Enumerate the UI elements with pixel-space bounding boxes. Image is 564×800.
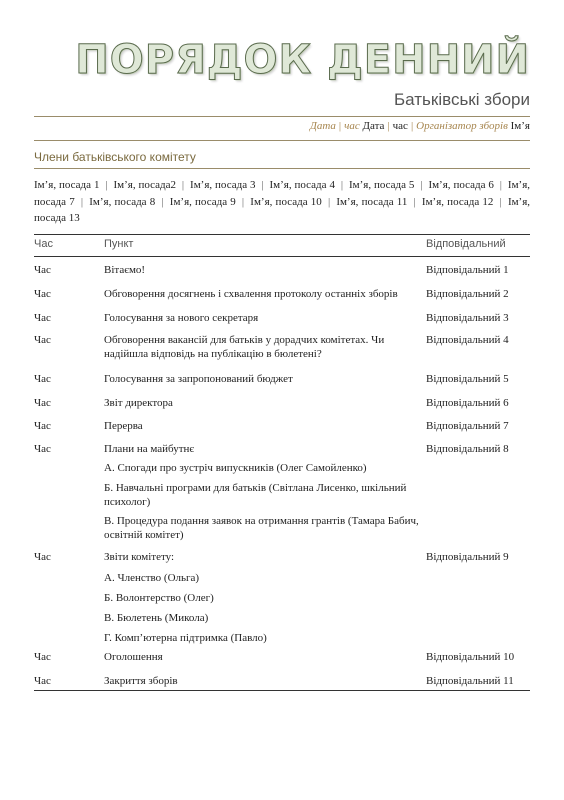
committee-member: Ім’я, посада 6	[428, 179, 494, 191]
committee-member: Ім’я, посада 12	[421, 195, 494, 208]
agenda-row-owner: Відповідальний 10	[426, 651, 515, 663]
committee-member: Ім’я, посада 5	[348, 179, 415, 191]
agenda-subitem: Г. Комп’ютерна підтримка (Павло)	[104, 632, 267, 644]
committee-member: Ім’я, посада 9	[169, 195, 236, 208]
date-label: Дата	[309, 120, 336, 132]
committee-divider	[34, 168, 530, 169]
table-bottom-rule	[34, 690, 530, 691]
page-subtitle: Батьківські збори	[394, 90, 530, 109]
agenda-row-time: Час	[34, 675, 51, 687]
agenda-row-owner: Відповідальний 6	[426, 397, 509, 409]
agenda-row-owner: Відповідальний 9	[426, 551, 509, 563]
committee-member: Ім’я, посада 13	[34, 195, 531, 224]
member-separator: |	[241, 195, 245, 208]
agenda-row-owner: Відповідальний 1	[426, 264, 509, 276]
date-value: Дата	[362, 120, 385, 132]
agenda-row-item: Оголошення	[104, 651, 163, 663]
agenda-row-item: Закриття зборів	[104, 675, 178, 687]
column-header-time: Час	[34, 238, 53, 250]
agenda-row-item: Голосування за запропонований бюджет	[104, 373, 293, 385]
agenda-row-time: Час	[34, 397, 51, 409]
agenda-row-owner: Відповідальний 5	[426, 373, 509, 385]
agenda-row-item: Звіти комітету:	[104, 551, 175, 563]
agenda-row-time: Час	[34, 334, 51, 346]
time-label: час	[344, 120, 360, 132]
agenda-row-time: Час	[34, 443, 51, 455]
agenda-subitem: Б. Волонтерство (Олег)	[104, 592, 214, 604]
agenda-row-time: Час	[34, 651, 51, 663]
member-separator: |	[261, 179, 264, 191]
table-top-rule	[34, 234, 530, 235]
organizer-label: Організатор зборів	[416, 120, 508, 132]
member-separator: |	[105, 179, 108, 191]
agenda-row-item: Обговорення досягнень і схвалення протоколу останніх зборів	[104, 288, 398, 300]
meta-separator: |	[410, 120, 414, 132]
header-divider	[34, 116, 530, 117]
agenda-row-owner: Відповідальний 2	[426, 288, 509, 300]
column-header-owner: Відповідальний	[426, 238, 506, 250]
member-separator: |	[161, 195, 164, 208]
member-separator: |	[340, 179, 344, 191]
agenda-row-owner: Відповідальний 8	[426, 443, 509, 455]
committee-member: Ім’я, посада 3	[190, 179, 256, 191]
agenda-row-item: Обговорення вакансій для батьків у дорадчих комітетах. Чи надійшла відповідь на публікацію в бюлетені?	[104, 334, 385, 360]
meta-divider	[34, 140, 530, 141]
agenda-row-owner: Відповідальний 4	[426, 334, 509, 346]
meta-separator: |	[387, 120, 390, 132]
member-separator: |	[499, 179, 502, 191]
agenda-row-owner: Відповідальний 11	[426, 675, 514, 687]
agenda-subitem: Б. Навчальні програми для батьків (Світлана Лисенко, шкільний психолог)	[104, 482, 407, 508]
agenda-row-time: Час	[34, 420, 51, 432]
agenda-row-time: Час	[34, 264, 51, 276]
agenda-row-item: Плани на майбутнє	[104, 443, 195, 455]
agenda-row-owner: Відповідальний 3	[426, 312, 509, 324]
agenda-subitem: В. Бюлетень (Микола)	[104, 612, 209, 624]
agenda-row-time: Час	[34, 551, 51, 563]
committee-member: Ім’я, посада 1	[34, 179, 100, 191]
organizer-value: Ім’я	[510, 120, 530, 132]
agenda-row-time: Час	[34, 373, 51, 385]
agenda-row-item: Звіт директора	[104, 397, 173, 409]
column-header-item: Пункт	[104, 238, 134, 250]
agenda-row-item: Голосування за нового секретаря	[104, 312, 259, 324]
member-separator: |	[80, 195, 84, 208]
member-separator: |	[420, 179, 423, 191]
agenda-row-item: Вітаємо!	[104, 264, 146, 276]
meta-separator: |	[338, 120, 342, 132]
committee-section-title: Члени батьківського комітету	[34, 150, 196, 164]
member-separator: |	[327, 195, 331, 208]
member-separator: |	[181, 179, 185, 191]
page-title: ПОРЯДОК ДЕННИЙ	[75, 37, 530, 83]
agenda-subitem: А. Спогади про зустріч випускників (Олег Самойленко)	[104, 462, 367, 474]
agenda-row-item: Перерва	[104, 420, 143, 432]
table-header-rule	[34, 256, 530, 257]
agenda-row-owner: Відповідальний 7	[426, 420, 509, 432]
committee-member: Ім’я, посада 11	[336, 195, 408, 208]
member-separator: |	[413, 195, 416, 208]
committee-member: Ім’я, посада 4	[269, 179, 335, 191]
member-separator: |	[499, 195, 502, 208]
committee-member: Ім’я, посада2	[113, 179, 177, 191]
committee-member: Ім’я, посада 7	[34, 179, 531, 208]
time-value: час	[392, 120, 408, 132]
committee-member: Ім’я, посада 8	[89, 195, 156, 208]
agenda-row-time: Час	[34, 288, 51, 300]
committee-member: Ім’я, посада 10	[250, 195, 322, 208]
agenda-row-time: Час	[34, 312, 51, 324]
meeting-meta	[310, 120, 530, 132]
committee-members	[34, 177, 530, 227]
agenda-subitem: В. Процедура подання заявок на отримання грантів (Тамара Бабич, освітній комітет)	[104, 515, 419, 541]
agenda-subitem: А. Членство (Ольга)	[104, 572, 200, 584]
